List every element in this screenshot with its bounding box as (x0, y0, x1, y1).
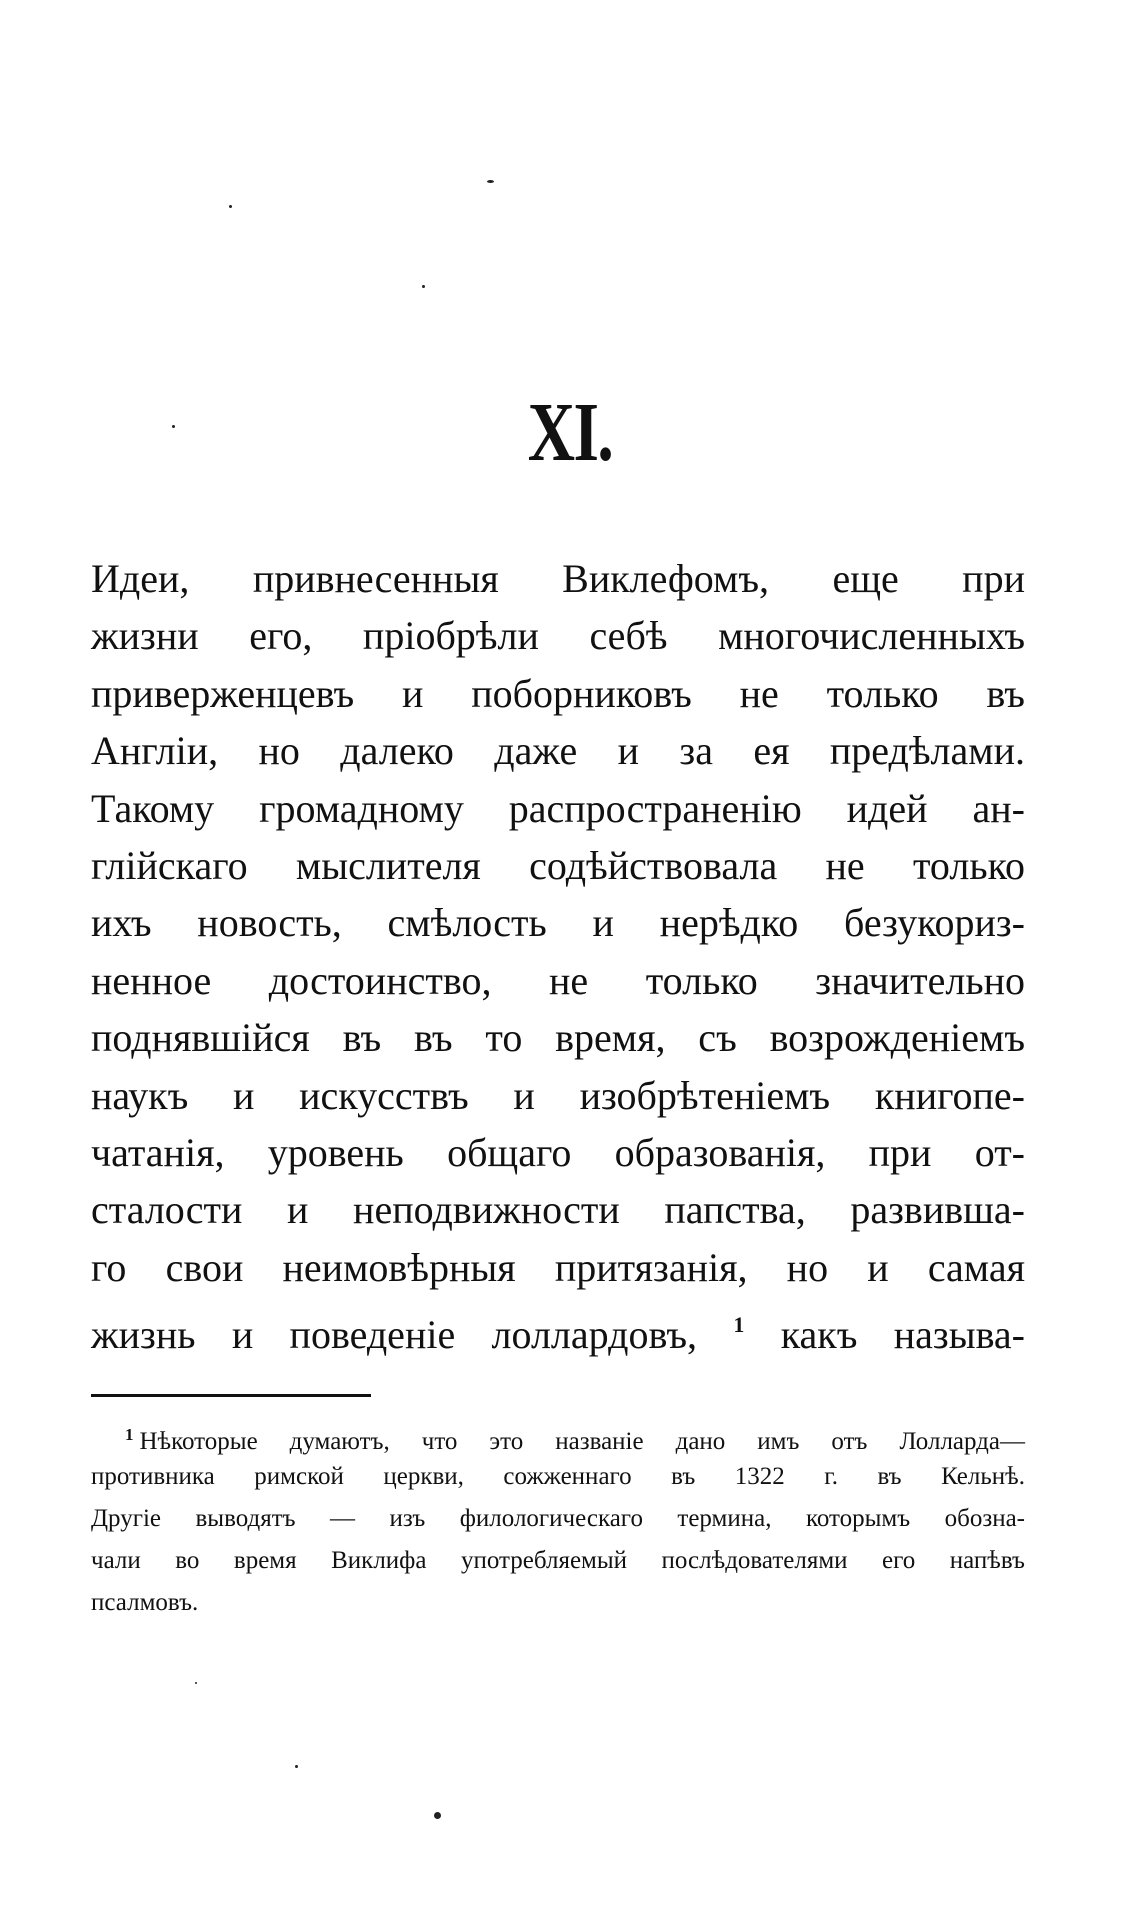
footnote-line (91, 1414, 1025, 1456)
footnote-divider (91, 1394, 371, 1397)
chapter-number: XI. (527, 386, 613, 479)
text-line: наукъ и искусствъ и изобрѣтеніемъ книгопе- (91, 1072, 1025, 1118)
text-line: Такому громадному распространенію идей ан- (91, 785, 1025, 831)
footnote-line: Другіе выводятъ — изъ филологическаго термина, которымъ обозна- (91, 1505, 1025, 1532)
scan-speck (295, 1765, 298, 1768)
footnote-reference: 1 (733, 1312, 745, 1338)
scan-speck (229, 205, 232, 208)
scan-speck (195, 1682, 197, 1684)
text-line: ненное достоинство, не только значительно (91, 957, 1025, 1003)
text-segment: какъ называ- (780, 1312, 1025, 1358)
text-line: ихъ новость, смѣлость и нерѣдко безукориз- (91, 900, 1025, 946)
body-text (91, 550, 1025, 1358)
footnote-line: псалмовъ. (91, 1589, 199, 1616)
text-line: сталости и неподвижности папства, развивша- (91, 1187, 1025, 1233)
text-line: Идеи, привнесенныя Виклефомъ, еще при (91, 556, 1025, 601)
text-line: Англіи, но далеко даже и за ея предѣлами. (91, 728, 1025, 774)
text-line: поднявшійся въ въ то время, съ возрожденіемъ (91, 1015, 1025, 1061)
text-line: приверженцевъ и поборниковъ не только въ (91, 670, 1025, 716)
footnote-line: противника римской церкви, сожженнаго въ 1322 г. въ Кельнѣ. (91, 1463, 1025, 1490)
footnote (91, 1414, 1025, 1624)
text-line-with-footnote-ref (91, 1296, 1025, 1358)
footnote-text: Нѣкоторые думаютъ, что это названіе дано имъ отъ Лолларда— (139, 1428, 1025, 1455)
footnote-marker: 1 (125, 1425, 134, 1444)
footnote-line: чали во время Виклифа употребляемый послѣдователями его напѣвъ (91, 1547, 1025, 1574)
scan-speck (434, 1812, 441, 1819)
text-line: чатанія, уровень общаго образованія, при от- (91, 1129, 1025, 1175)
text-line: го свои неимовѣрныя притязанія, но и самая (91, 1244, 1025, 1290)
scan-speck (487, 180, 494, 183)
scan-speck (422, 285, 425, 288)
text-line: жизни его, пріобрѣли себѣ многочисленныхъ (91, 613, 1025, 659)
text-segment: жизнь и поведеніе лоллардовъ, (91, 1312, 698, 1358)
text-line: глійскаго мыслителя содѣйствовала не только (91, 842, 1025, 888)
